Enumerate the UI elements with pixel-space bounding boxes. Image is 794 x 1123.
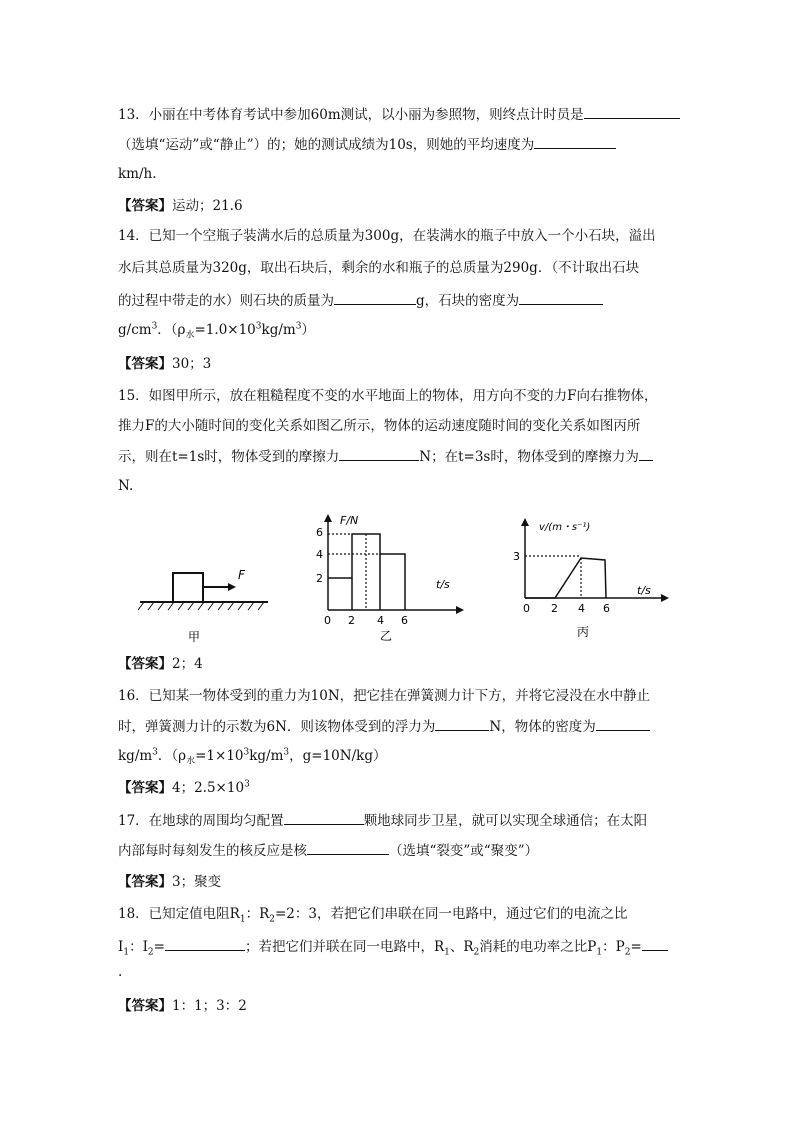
q18-text: ；若把它们并联在同一电路中，R [244,939,445,955]
q17-line2 [118,840,538,861]
q16-line2 [118,716,650,737]
q15-blank-2[interactable] [639,446,653,461]
q14-text: kg/m [261,322,296,338]
x-axis-label: t/s [637,584,651,597]
q18-text: = [153,939,165,955]
figure-caption: 甲 [188,630,201,644]
q18-text: I [118,939,124,955]
q14-text: ） [301,322,315,338]
q16-blank-1[interactable] [435,716,489,731]
x-tick: 0 [523,602,530,615]
answer-value: 运动；21.6 [172,198,243,214]
q15-text: N；在t=3s时，物体受到的摩擦力为 [419,449,639,465]
q14-line2: 水后其总质量为320g，取出石块后，剩余的水和瓶子的总质量为290g．（不计取出石块 [118,260,640,276]
q16-text: ，g=10N/kg） [289,748,387,764]
q18-text: 、R [449,939,474,955]
force-arrowhead [228,583,236,591]
q14-answer [118,354,211,374]
x-axis-arrow [661,594,669,602]
figure-bing [505,514,675,644]
sup: 3 [244,779,250,790]
q17-text: （选填“裂变”或“聚变”） [389,843,539,859]
q15-line2: 推力F的大小随时间的变化关系如图乙所示，物体的运动速度随时间的变化关系如图丙所 [118,418,641,434]
y-axis-label: v/(m・s⁻¹) [539,522,591,533]
q18-text: 18．已知定值电阻R [118,906,240,922]
q13-blank-2[interactable] [534,134,616,149]
q16-answer [118,778,250,798]
ground-hatch [138,602,264,610]
y-tick: 2 [316,572,323,585]
q18-text: =2：3，若把它们串联在同一电路中，通过它们的电流之比 [274,906,628,922]
q18-blank-1[interactable] [165,936,245,951]
q13-text: （选填“运动”或“静止”）的；她的测试成绩为10s，则她的平均速度为 [118,137,535,153]
q17-line1 [118,810,647,831]
q15-text: 示，则在t=1s时，物体受到的摩擦力 [118,449,340,465]
x-tick: 6 [401,614,408,627]
q17-blank-2[interactable] [307,840,389,855]
x-tick: 2 [551,602,558,615]
q17-blank-1[interactable] [284,810,364,825]
q18-text: 消耗的电功率之比P [479,939,597,955]
q16-blank-2[interactable] [596,716,650,731]
q13-line3: km/h. [118,166,157,182]
x-tick: 4 [377,614,384,627]
q18-blank-2[interactable] [642,936,668,951]
q14-blank-2[interactable] [519,290,603,305]
velocity-guides [525,556,581,598]
q18-answer [118,996,247,1016]
sub: 水 [185,330,195,341]
x-tick: 0 [324,614,331,627]
q14-blank-1[interactable] [334,290,416,305]
q14-line1: 14．已知一个空瓶子装满水后的总质量为300g，在装满水的瓶子中放入一个小石块，溢出 [118,228,656,244]
sub: 2 [269,914,275,925]
sub: 1 [596,947,603,958]
velocity-graph [525,558,606,598]
q14-line3 [118,290,603,311]
sub: 2 [473,947,480,958]
y-tick: 3 [513,550,520,563]
answer-value: 30；3 [172,356,212,372]
answer-value: 4；2.5×10 [172,780,245,796]
q18-text: ：I [129,939,148,955]
answer-label: 【答案】 [118,198,172,214]
x-tick: 4 [578,602,585,615]
sub: 2 [624,947,631,958]
sub: 2 [147,947,154,958]
q18-text: ：R [245,906,270,922]
q16-text: =1×10 [195,748,244,764]
q14-text: 的过程中带走的水）则石块的质量为 [118,293,334,309]
answer-label: 【答案】 [118,780,172,796]
answer-value: 2；4 [172,656,203,672]
sup: 3 [243,747,250,758]
answer-value: 3；聚变 [172,874,222,890]
y-axis-label: F/N [340,514,359,527]
q16-text: 时，弹簧测力计的示数为6N．则该物体受到的浮力为 [118,719,436,735]
q14-text: g/cm [118,322,152,338]
figure-caption: 丙 [577,625,590,639]
block [173,573,203,602]
q15-line4: N. [118,478,134,494]
q18-text: ：P [602,939,625,955]
figure-caption: 乙 [380,629,393,642]
q13-blank-1[interactable] [584,104,680,119]
x-axis-arrow [456,606,464,614]
sub: 1 [123,947,130,958]
answer-label: 【答案】 [118,874,172,890]
y-axis-arrow [521,518,529,526]
q14-text: ．（ρ [157,322,186,338]
x-tick: 2 [348,614,355,627]
answer-label: 【答案】 [118,356,172,372]
q13-line2 [118,134,616,155]
q15-line3 [118,446,653,467]
sub: 水 [186,756,196,767]
q18-text: = [630,939,642,955]
y-tick: 4 [316,548,323,561]
q13-text: 13．小丽在中考体育考试中参加60m测试，以小丽为参照物，则终点计时员是 [118,107,584,123]
q16-text: N，物体的密度为 [489,719,596,735]
q14-text: g，石块的密度为 [416,293,520,309]
q15-answer [118,654,203,674]
force-label: F [238,568,245,582]
sup: 3 [295,321,302,332]
sup: 3 [255,321,262,332]
q17-text: 颗地球同步卫星，就可以实现全球通信；在太阳 [363,813,648,829]
answer-value: 1：1；3：2 [172,998,247,1014]
q17-text: 17．在地球的周围均匀配置 [118,813,284,829]
x-axis-label: t/s [436,578,450,591]
figure-yi [308,508,468,642]
q16-line3 [118,746,386,766]
q14-line4 [118,320,315,340]
sub: 1 [444,947,450,958]
sup: 3 [151,321,158,332]
answer-label: 【答案】 [118,656,172,672]
q13-line1 [118,104,680,125]
figure-jia [130,555,280,645]
q17-text: 内部每时每刻发生的核反应是核 [118,843,307,859]
q17-answer [118,872,221,892]
answer-label: 【答案】 [118,998,172,1014]
sub: 1 [239,914,246,925]
q16-text: ．（ρ [157,748,187,764]
y-tick: 6 [316,526,323,539]
q18-line2 [118,936,668,957]
q16-line1: 16．已知某一物体受到的重力为10N，把它挂在弹簧测力计下方，并将它浸没在水中静止 [118,688,651,704]
q15-line1: 15．如图甲所示，放在粗糙程度不变的水平地面上的物体，用方向不变的力F向右推物体， [118,388,658,404]
q18-line1 [118,904,627,924]
sup: 3 [152,747,158,758]
q13-answer [118,196,243,216]
y-axis-arrow [324,514,332,522]
q16-text: kg/m [249,748,284,764]
q14-text: =1.0×10 [194,322,256,338]
q16-text: kg/m [118,748,153,764]
force-guides [328,534,380,610]
q15-blank-1[interactable] [339,446,419,461]
x-tick: 6 [603,602,610,615]
q18-line3: . [118,964,123,980]
sup: 3 [283,747,290,758]
